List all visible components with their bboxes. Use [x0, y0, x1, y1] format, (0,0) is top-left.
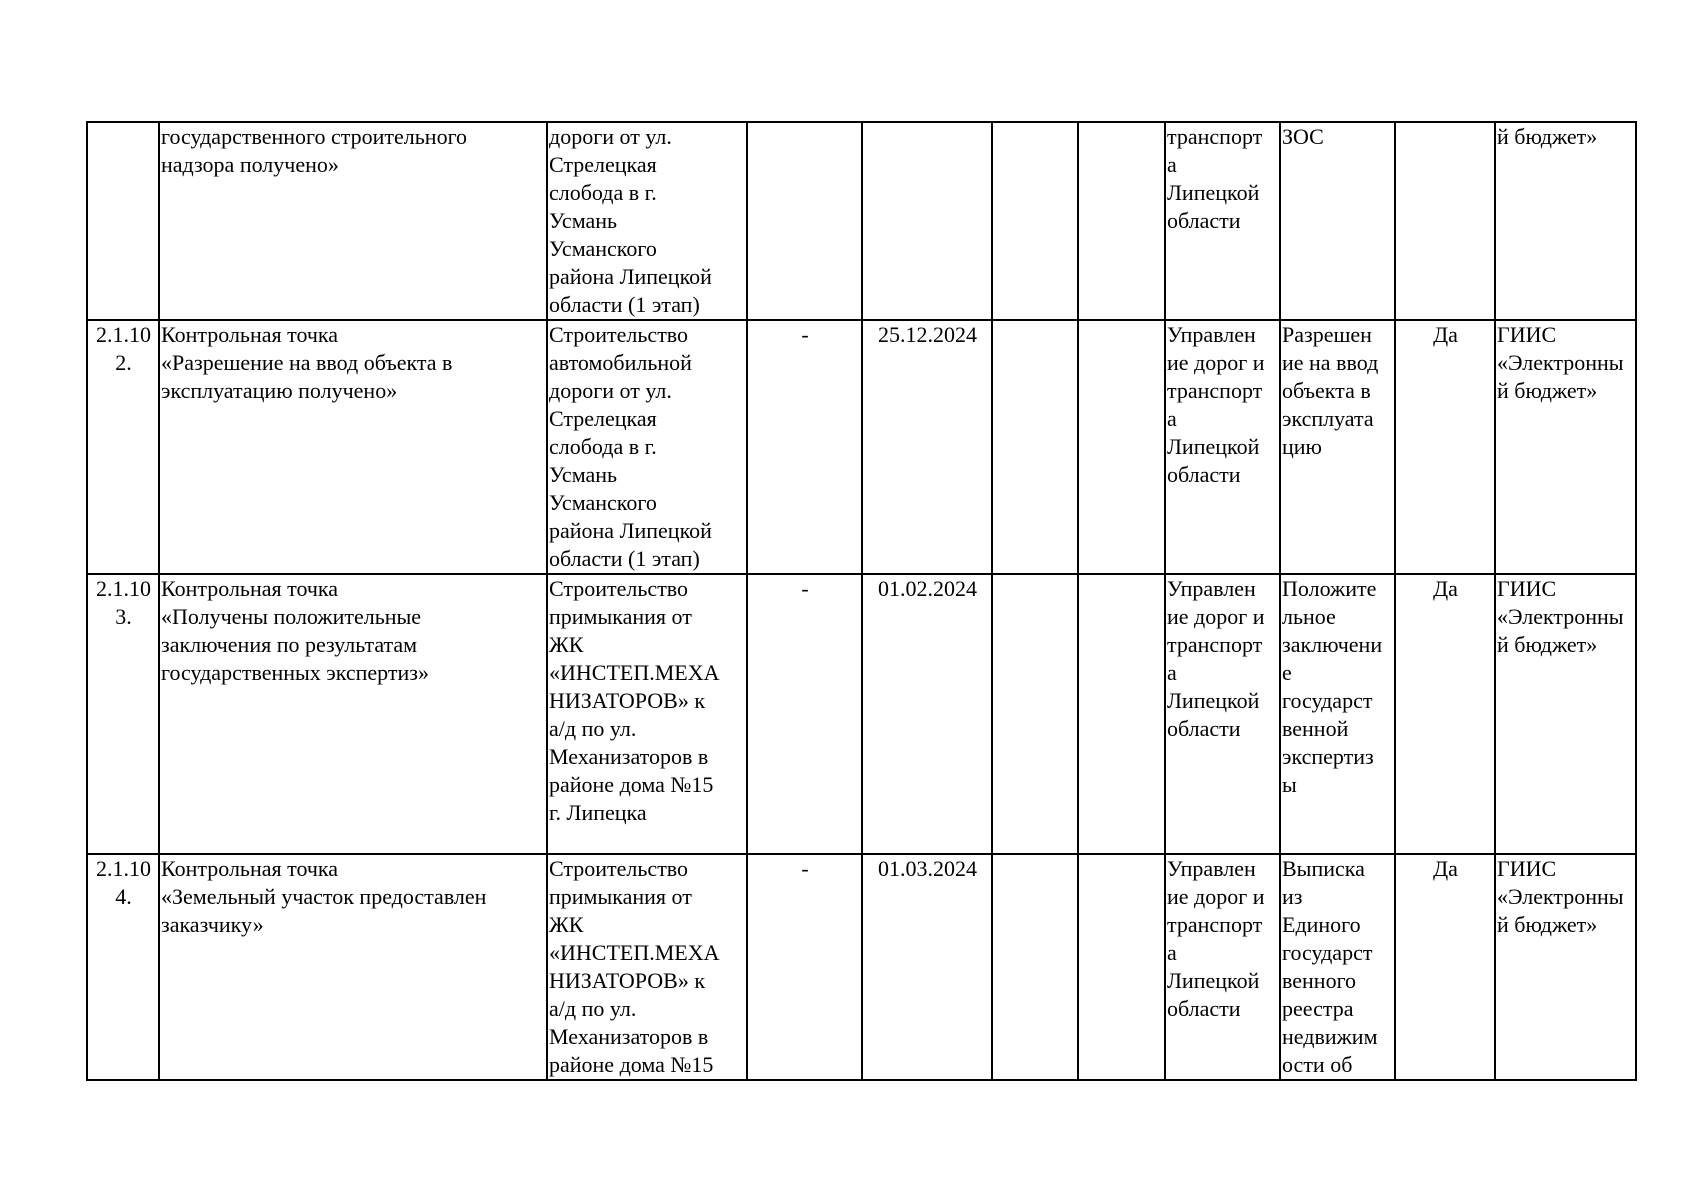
cell-text-line: государственного строительного — [161, 124, 468, 149]
cell-text-line: эксплуата — [1282, 406, 1374, 431]
cell-text-line: примыкания от — [549, 604, 692, 629]
cell-text-line: Контрольная точка — [161, 322, 339, 347]
flag-cell: Да — [1395, 574, 1495, 854]
cell-text-line: Строительство — [549, 322, 689, 347]
row-number-cell — [87, 574, 159, 854]
cell-text-line: из — [1282, 884, 1303, 909]
milestone-name-cell — [159, 854, 547, 1080]
cell-text-line: реестра — [1282, 996, 1354, 1021]
cell-text-line: Липецкой — [1167, 688, 1260, 713]
cell-text-line: «Электронны — [1497, 604, 1624, 629]
empty-cell — [992, 574, 1078, 854]
cell-text-line: «Электронны — [1497, 884, 1624, 909]
flag-cell: Да — [1395, 320, 1495, 574]
responsible-cell — [1165, 854, 1280, 1080]
cell-text-line: дороги от ул. — [549, 124, 672, 149]
row-number-cell — [87, 854, 159, 1080]
due-date-cell: 01.03.2024 — [862, 854, 992, 1080]
cell-text-line: венной — [1282, 716, 1349, 741]
base-date-cell: - — [747, 320, 862, 574]
cell-text-line: Липецкой — [1167, 180, 1260, 205]
cell-text-line: Усманского — [549, 490, 657, 515]
responsible-cell — [1165, 320, 1280, 574]
cell-text-line: Липецкой — [1167, 434, 1260, 459]
empty-cell — [992, 320, 1078, 574]
cell-text-line: ГИИС — [1497, 576, 1557, 601]
cell-text-line: транспорт — [1167, 378, 1263, 403]
cell-text-line: й бюджет» — [1497, 124, 1598, 149]
cell-text-line: й бюджет» — [1497, 632, 1598, 657]
cell-text-line: слобода в г. — [549, 434, 657, 459]
responsible-cell — [1165, 574, 1280, 854]
row-number-cell — [87, 122, 159, 320]
document-cell — [1280, 854, 1395, 1080]
cell-text-line: заключени — [1282, 632, 1383, 657]
object-cell — [547, 854, 747, 1080]
cell-text-line: ГИИС — [1497, 856, 1557, 881]
flag-cell: Да — [1395, 854, 1495, 1080]
information-system-cell — [1495, 854, 1636, 1080]
due-date-cell: 01.02.2024 — [862, 574, 992, 854]
table-row — [87, 854, 1636, 1080]
cell-text-line: района Липецкой — [549, 264, 712, 289]
cell-text-line: «Разрешение на ввод объекта в — [161, 350, 453, 375]
cell-text-line: 2.1.10 — [96, 856, 151, 881]
base-date-cell — [747, 122, 862, 320]
cell-text-line: Выписка — [1282, 856, 1365, 881]
flag-cell — [1395, 122, 1495, 320]
empty-cell — [1078, 854, 1165, 1080]
cell-text-line: недвижим — [1282, 1024, 1378, 1049]
cell-text-line: а/д по ул. — [549, 716, 637, 741]
empty-cell — [1078, 574, 1165, 854]
cell-text-line: эксплуатацию получено» — [161, 378, 398, 403]
cell-text-line: транспорт — [1167, 632, 1263, 657]
cell-text-line: а — [1167, 152, 1177, 177]
cell-text-line: Строительство — [549, 576, 689, 601]
empty-cell — [1078, 122, 1165, 320]
cell-text-line: заключения по результатам — [161, 632, 418, 657]
cell-text-line: ЗОС — [1282, 124, 1324, 149]
cell-text-line: Разрешен — [1282, 322, 1372, 347]
information-system-cell — [1495, 574, 1636, 854]
cell-text-line: 2. — [115, 350, 132, 375]
cell-text-line: Контрольная точка — [161, 576, 339, 601]
cell-text-line: НИЗАТОРОВ» к — [549, 688, 706, 713]
cell-text-line: Стрелецкая — [549, 406, 657, 431]
cell-text-line: области — [1167, 996, 1241, 1021]
cell-text-line: области — [1167, 716, 1241, 741]
cell-text-line: 2.1.10 — [96, 322, 151, 347]
object-cell — [547, 320, 747, 574]
cell-text-line: слобода в г. — [549, 180, 657, 205]
cell-text-line: Единого — [1282, 912, 1361, 937]
cell-text-line: Стрелецкая — [549, 152, 657, 177]
cell-text-line: Усманского — [549, 236, 657, 261]
cell-text-line: цию — [1282, 434, 1322, 459]
cell-text-line: г. Липецка — [549, 800, 647, 825]
document-cell — [1280, 320, 1395, 574]
milestone-name-cell — [159, 122, 547, 320]
cell-text-line: ие дорог и — [1167, 604, 1265, 629]
cell-text-line: автомобильной — [549, 350, 692, 375]
cell-text-line: «ИНСТЕП.МЕХА — [549, 940, 720, 965]
responsible-cell — [1165, 122, 1280, 320]
cell-text-line: Управлен — [1167, 322, 1256, 347]
table-row — [87, 320, 1636, 574]
cell-text-line: транспорт — [1167, 124, 1263, 149]
cell-text-line: «Земельный участок предоставлен — [161, 884, 487, 909]
cell-text-line: области (1 этап) — [549, 292, 700, 317]
cell-text-line: области — [1167, 208, 1241, 233]
cell-text-line: НИЗАТОРОВ» к — [549, 968, 706, 993]
empty-cell — [1078, 320, 1165, 574]
cell-text-line: районе дома №15 — [549, 1052, 714, 1077]
cell-text-line: Усмань — [549, 208, 618, 233]
cell-text-line: ие дорог и — [1167, 884, 1265, 909]
cell-text-line: Управлен — [1167, 576, 1256, 601]
cell-text-line: Липецкой — [1167, 968, 1260, 993]
cell-text-line: а/д по ул. — [549, 996, 637, 1021]
object-cell — [547, 574, 747, 854]
cell-text-line: 2.1.10 — [96, 576, 151, 601]
cell-text-line: области — [1167, 462, 1241, 487]
empty-cell — [992, 122, 1078, 320]
cell-text-line: Положите — [1282, 576, 1377, 601]
cell-text-line: 4. — [115, 884, 132, 909]
row-number-cell — [87, 320, 159, 574]
information-system-cell — [1495, 320, 1636, 574]
cell-text-line: льное — [1282, 604, 1336, 629]
cell-text-line: ие на ввод — [1282, 350, 1379, 375]
milestone-name-cell — [159, 574, 547, 854]
cell-text-line: транспорт — [1167, 912, 1263, 937]
cell-text-line: а — [1167, 940, 1177, 965]
cell-text-line: надзора получено» — [161, 152, 339, 177]
table-row — [87, 122, 1636, 320]
cell-text-line: Механизаторов в — [549, 744, 709, 769]
cell-text-line: дороги от ул. — [549, 378, 672, 403]
cell-text-line: ЖК — [549, 632, 584, 657]
cell-text-line: области (1 этап) — [549, 546, 700, 571]
cell-text-line: «ИНСТЕП.МЕХА — [549, 660, 720, 685]
cell-text-line: примыкания от — [549, 884, 692, 909]
due-date-cell — [862, 122, 992, 320]
cell-text-line: ы — [1282, 772, 1297, 797]
cell-text-line: «Электронны — [1497, 350, 1624, 375]
cell-text-line: а — [1167, 406, 1177, 431]
cell-text-line: й бюджет» — [1497, 378, 1598, 403]
cell-text-line: экспертиз — [1282, 744, 1374, 769]
cell-text-line: 3. — [115, 604, 132, 629]
cell-text-line: Строительство — [549, 856, 689, 881]
cell-text-line: районе дома №15 — [549, 772, 714, 797]
cell-text-line: Управлен — [1167, 856, 1256, 881]
cell-text-line: ГИИС — [1497, 322, 1557, 347]
cell-text-line: государст — [1282, 940, 1373, 965]
cell-text-line: й бюджет» — [1497, 912, 1598, 937]
cell-text-line: государственных экспертиз» — [161, 660, 429, 685]
document-cell — [1280, 574, 1395, 854]
due-date-cell: 25.12.2024 — [862, 320, 992, 574]
cell-text-line: государст — [1282, 688, 1373, 713]
information-system-cell — [1495, 122, 1636, 320]
cell-text-line: района Липецкой — [549, 518, 712, 543]
cell-text-line: Механизаторов в — [549, 1024, 709, 1049]
cell-text-line: Усмань — [549, 462, 618, 487]
document-cell — [1280, 122, 1395, 320]
cell-text-line: объекта в — [1282, 378, 1371, 403]
cell-text-line: «Получены положительные — [161, 604, 422, 629]
object-cell — [547, 122, 747, 320]
base-date-cell: - — [747, 574, 862, 854]
cell-text-line: а — [1167, 660, 1177, 685]
cell-text-line: ЖК — [549, 912, 584, 937]
milestones-table — [86, 121, 1637, 1081]
base-date-cell: - — [747, 854, 862, 1080]
empty-cell — [992, 854, 1078, 1080]
milestone-name-cell — [159, 320, 547, 574]
cell-text-line: ости об — [1282, 1052, 1353, 1077]
cell-text-line: Контрольная точка — [161, 856, 339, 881]
cell-text-line: е — [1282, 660, 1292, 685]
cell-text-line: заказчику» — [161, 912, 264, 937]
cell-text-line: венного — [1282, 968, 1357, 993]
cell-text-line: ие дорог и — [1167, 350, 1265, 375]
table-row — [87, 574, 1636, 854]
